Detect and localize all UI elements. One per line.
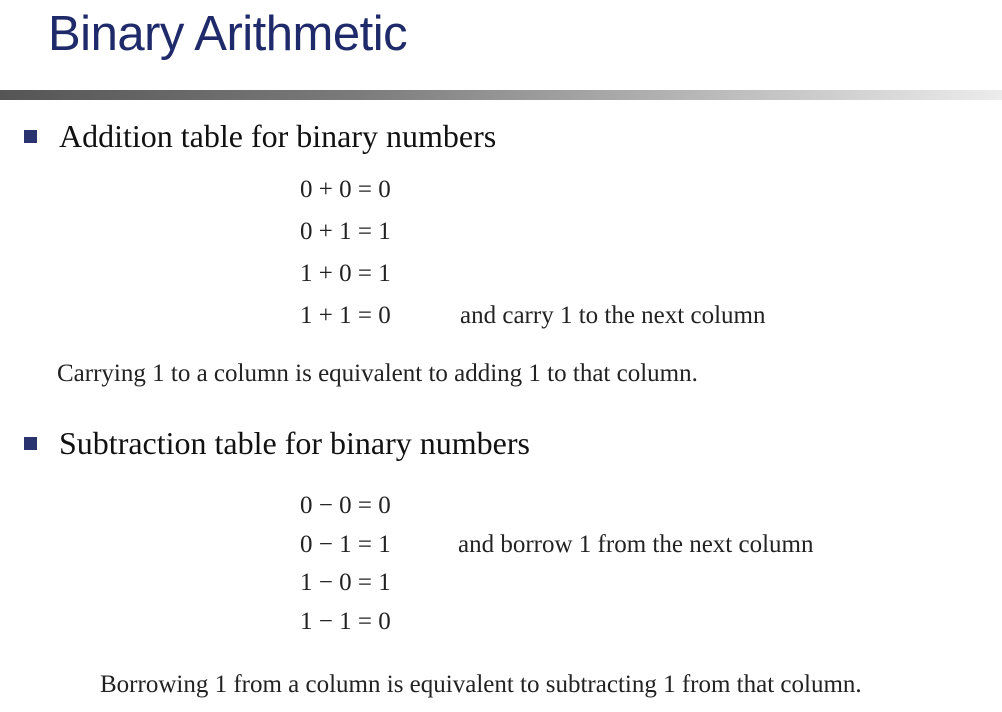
addition-row-2: 0 + 1 = 1 [300,218,391,245]
subtraction-explanation: Borrowing 1 from a column is equivalent to subtracting 1 from that column. [100,671,862,698]
subtraction-heading: Subtraction table for binary numbers [59,425,530,461]
bullet-square-icon [24,437,37,450]
subtraction-borrow-note: and borrow 1 from the next column [458,531,814,558]
addition-row-4: 1 + 1 = 0 [300,302,391,329]
subtraction-bullet [24,425,530,462]
subtraction-row-2: 0 − 1 = 1 [300,531,391,558]
bullet-square-icon [24,130,37,143]
addition-heading: Addition table for binary numbers [59,118,497,154]
addition-row-3: 1 + 0 = 1 [300,260,391,287]
title-divider [0,90,1002,100]
addition-row-1: 0 + 0 = 0 [300,176,391,203]
addition-carry-note: and carry 1 to the next column [460,302,766,329]
addition-explanation: Carrying 1 to a column is equivalent to adding 1 to that column. [57,360,698,387]
addition-bullet [24,118,496,155]
subtraction-row-3: 1 − 0 = 1 [300,569,391,596]
subtraction-row-1: 0 − 0 = 0 [300,492,391,519]
slide-title: Binary Arithmetic [48,7,408,61]
subtraction-row-4: 1 − 1 = 0 [300,608,391,635]
